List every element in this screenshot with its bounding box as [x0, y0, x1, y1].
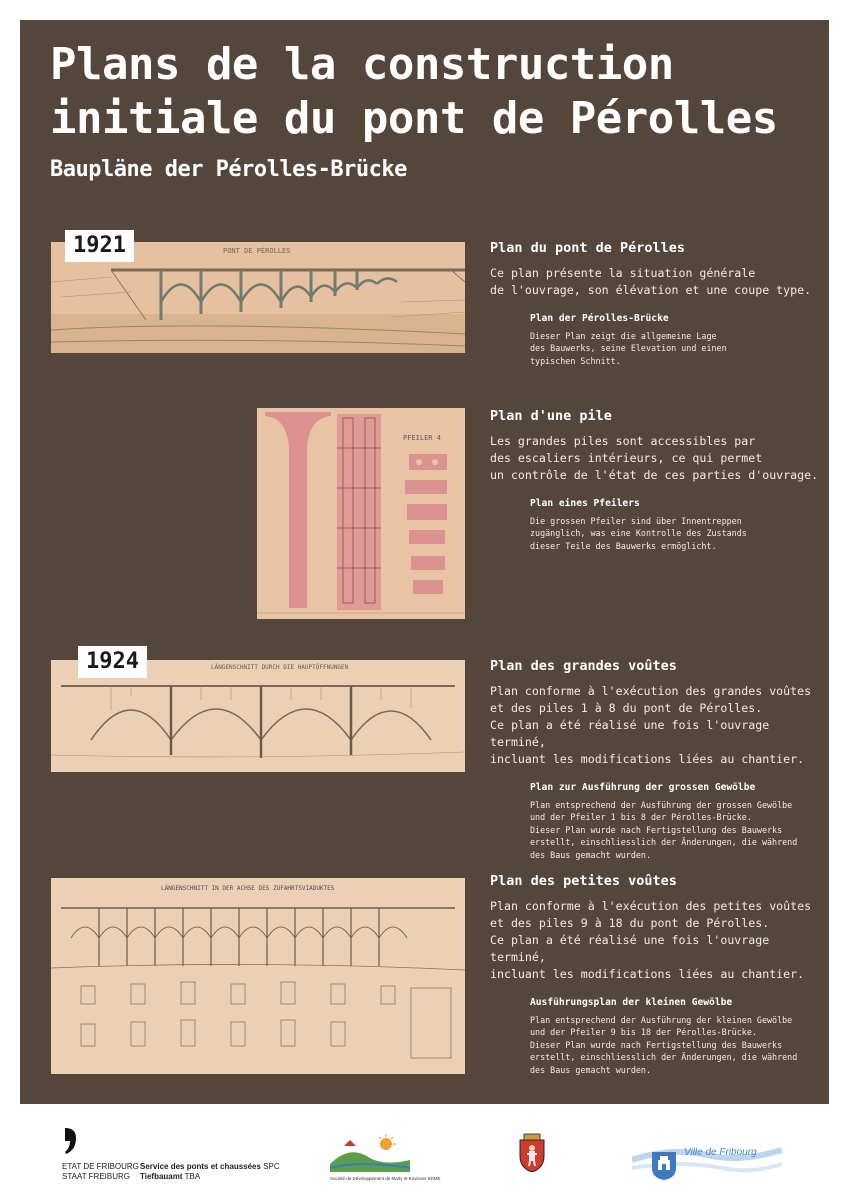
year-badge-1921: 1921: [65, 230, 134, 262]
section-title-de: Plan eines Pfeilers: [530, 498, 640, 509]
small-vaults-drawing: [51, 878, 465, 1074]
etat-de: STAAT FREIBURG: [62, 1172, 131, 1181]
plan-caption: LÄNGENSCHNITT IN DER ACHSE DES ZUFAHRTSVIADUKTES: [161, 885, 335, 892]
section-title-de: Plan der Pérolles-Brücke: [530, 313, 669, 324]
plan-image-pier: [257, 408, 465, 619]
marly-coat-of-arms: [518, 1132, 546, 1176]
section-title-fr: Plan du pont de Pérolles: [490, 240, 686, 256]
footer: [0, 1104, 849, 1200]
service-fr-abbr: SPC: [263, 1162, 280, 1171]
section-title-de: Ausführungsplan der kleinen Gewölbe: [530, 997, 733, 1008]
section-title-fr: Plan des grandes voûtes: [490, 658, 677, 674]
section-de-block: [530, 782, 820, 861]
sdme-logo: [330, 1134, 470, 1181]
title-line-2: initiale du pont de Pérolles: [50, 93, 778, 144]
sdme-text: Société de Développement de Marly et Environs SDME: [330, 1176, 441, 1181]
section-text-fr: Plan conforme à l'exécution des petites voûtes et des piles 9 à 18 du pont de Pérolles. Ce plan a été réalisé une fois l'ouvrage terminé, incluant les modifications liées au chantier.: [490, 899, 812, 981]
plan-image-small-vaults: [51, 878, 465, 1074]
year-badge-1924: 1924: [78, 646, 147, 678]
ville-de-fribourg-logo: [632, 1138, 782, 1186]
section-large-vaults: [490, 658, 820, 861]
section-text-fr: Ce plan présente la situation générale de l'ouvrage, son élévation et une coupe type.: [490, 266, 812, 297]
landscape-logo-icon: [330, 1134, 410, 1172]
section-general-plan: [490, 240, 820, 367]
title-line-1: Plans de la construction: [50, 39, 674, 90]
canton-logo-text: [62, 1162, 139, 1182]
coat-of-arms-icon: [518, 1132, 546, 1172]
section-text-fr: Les grandes piles sont accessibles par des escaliers intérieurs, ce qui permet un contrôle de l'état de ces parties d'ouvrage.: [490, 434, 819, 482]
ville-text: Ville de Fribourg: [684, 1147, 757, 1158]
service-fr: Service des ponts et chaussées: [140, 1162, 261, 1171]
etat-fr: ETAT DE FRIBOURG: [62, 1162, 139, 1171]
section-text-de: Die grossen Pfeiler sind über Innentreppen zugänglich, was eine Kontrolle des Zustands dieser Teile des Bauwerks ermöglicht.: [530, 516, 747, 551]
service-de-abbr: TBA: [184, 1172, 201, 1181]
service-de: Tiefbauamt: [140, 1172, 183, 1181]
plan-caption: PONT DE PÉROLLES: [223, 247, 291, 255]
comma-logo-icon: [62, 1126, 78, 1156]
page-title: [50, 38, 810, 146]
section-text-de: Dieser Plan zeigt die allgemeine Lage des Bauwerks, seine Elevation und einen typischen Schnitt.: [530, 331, 727, 366]
page-subtitle: Baupläne der Pérolles-Brücke: [50, 157, 407, 182]
section-small-vaults: [490, 873, 820, 1076]
plan-caption: PFEILER 4: [403, 434, 441, 442]
plan-caption: LÄNGENSCHNITT DURCH DIE HAUPTÖFFNUNGEN: [211, 664, 349, 671]
section-de-block: [530, 498, 820, 552]
pier-drawing: [257, 408, 465, 619]
section-pier-plan: [490, 408, 820, 552]
section-text-fr: Plan conforme à l'exécution des grandes voûtes et des piles 1 à 8 du pont de Pérolles. Ce plan a été réalisé une fois l'ouvrage terminé, incluant les modifications liées au chantier.: [490, 684, 812, 766]
section-de-block: [530, 997, 820, 1076]
poster-panel: [20, 20, 829, 1104]
section-text-de: Plan entsprechend der Ausführung der grossen Gewölbe und der Pfeiler 1 bis 8 der Pérolles-Brücke. Dieser Plan wurde nach Fertigstellung des Bauwerks erstellt, einschliesslich der Änderungen, die während des Baus gemacht wurden.: [530, 800, 798, 860]
fribourg-logo-icon: [632, 1138, 782, 1182]
section-title-fr: Plan d'une pile: [490, 408, 612, 424]
section-title-fr: Plan des petites voûtes: [490, 873, 677, 889]
section-title-de: Plan zur Ausführung der grossen Gewölbe: [530, 782, 756, 793]
section-de-block: [530, 313, 820, 367]
service-text: [140, 1162, 280, 1182]
section-text-de: Plan entsprechend der Ausführung der kleinen Gewölbe und der Pfeiler 9 bis 18 der Pérolles-Brücke. Dieser Plan wurde nach Fertigstellung des Bauwerks erstellt, einschliesslich der Änderungen, die während des Baus gemacht wurden.: [530, 1015, 798, 1075]
